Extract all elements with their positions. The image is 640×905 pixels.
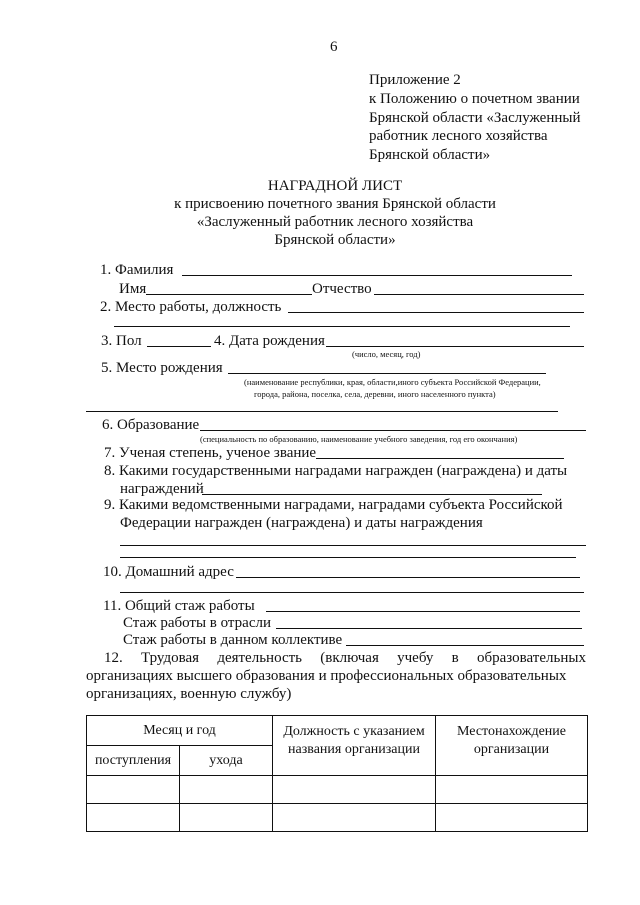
title-sub-3: Брянской области»	[274, 232, 396, 248]
birthplace-hint-1: (наименование республики, края, области,иного субъекта Российской Федерации,	[244, 377, 541, 387]
labor-paragraph-line-2: организациях высшего образования и профессиональных образовательных	[86, 668, 567, 684]
header-position-line-2: названия организации	[288, 742, 420, 757]
collective-exp-label: Стаж работы в данном коллективе	[123, 632, 343, 648]
birthdate-label: 4. Дата рождения	[214, 333, 325, 349]
address-field[interactable]	[236, 577, 580, 578]
birthplace-field[interactable]	[228, 373, 546, 374]
state-awards-label: 8. Какими государственными наградами награжден (награждена) и даты	[104, 463, 568, 479]
header-entry: поступления	[87, 746, 180, 776]
surname-label: 1. Фамилия	[100, 262, 174, 278]
page-number: 6	[330, 39, 338, 55]
industry-exp-field[interactable]	[276, 628, 582, 629]
labor-word: учебу	[397, 650, 434, 666]
labor-paragraph-line-3: организациях, военную службу)	[86, 686, 292, 702]
dept-awards-label: 9. Какими ведомственными наградами, наградами субъекта Российской	[104, 497, 563, 513]
state-awards-label-2: награждений	[120, 481, 204, 497]
table-header-row	[87, 716, 588, 746]
birthplace-field-extra[interactable]	[86, 411, 558, 412]
degree-field[interactable]	[316, 458, 564, 459]
industry-exp-label: Стаж работы в отрасли	[123, 615, 271, 631]
dept-awards-field-2[interactable]	[120, 557, 576, 558]
header-month-year: Месяц и год	[87, 716, 273, 746]
name-field[interactable]	[146, 294, 312, 295]
birthdate-hint: (число, месяц, год)	[352, 349, 421, 359]
total-exp-field[interactable]	[266, 611, 580, 612]
labor-word: образовательных	[477, 650, 586, 666]
patronymic-label: Отчество	[312, 281, 372, 297]
birthdate-field[interactable]	[326, 346, 584, 347]
header-location	[436, 716, 588, 776]
education-field[interactable]	[200, 430, 586, 431]
appendix-line-3: Брянской области «Заслуженный	[369, 110, 581, 126]
table-cell[interactable]	[273, 804, 436, 832]
address-label: 10. Домашний адрес	[103, 564, 234, 580]
header-exit: ухода	[180, 746, 273, 776]
labor-word: Трудовая	[141, 650, 200, 666]
table-cell[interactable]	[87, 776, 180, 804]
appendix-line-2: к Положению о почетном звании	[369, 91, 580, 107]
address-field-extra[interactable]	[120, 592, 584, 593]
header-position	[273, 716, 436, 776]
sex-label: 3. Пол	[101, 333, 142, 349]
workplace-field-extra[interactable]	[114, 326, 570, 327]
labor-number: 12.	[104, 650, 123, 666]
work-history-table	[86, 715, 588, 832]
table-cell[interactable]	[436, 776, 588, 804]
workplace-label: 2. Место работы, должность	[100, 299, 282, 315]
total-exp-label: 11. Общий стаж работы	[103, 598, 255, 614]
title-main: НАГРАДНОЙ ЛИСТ	[267, 178, 403, 194]
education-hint: (специальность по образованию, наименование учебного заведения, год его окончания)	[200, 434, 518, 444]
table-cell[interactable]	[180, 776, 273, 804]
table-row	[87, 776, 588, 804]
header-location-line-1: Местонахождение	[457, 724, 567, 739]
table-cell[interactable]	[273, 776, 436, 804]
state-awards-field[interactable]	[202, 494, 542, 495]
appendix-line-1: Приложение 2	[369, 72, 461, 88]
sex-field[interactable]	[147, 346, 211, 347]
header-location-line-2: организации	[473, 742, 550, 757]
dept-awards-field-1[interactable]	[120, 545, 586, 546]
degree-label: 7. Ученая степень, ученое звание	[104, 445, 317, 461]
table-cell[interactable]	[436, 804, 588, 832]
surname-field[interactable]	[182, 275, 572, 276]
table-cell[interactable]	[180, 804, 273, 832]
title-sub-1: к присвоению почетного звания Брянской области	[174, 196, 496, 212]
birthplace-label: 5. Место рождения	[101, 360, 223, 376]
appendix-line-4: работник лесного хозяйства	[369, 128, 548, 144]
table-row	[87, 804, 588, 832]
education-label: 6. Образование	[102, 417, 200, 433]
name-label: Имя	[119, 281, 147, 297]
dept-awards-label-2: Федерации награжден (награждена) и даты награждения	[120, 515, 483, 531]
labor-word: в	[451, 650, 459, 666]
patronymic-field[interactable]	[374, 294, 584, 295]
workplace-field[interactable]	[288, 312, 584, 313]
labor-paragraph-line-1	[104, 649, 586, 667]
table-cell[interactable]	[87, 804, 180, 832]
birthplace-hint-2: города, района, поселка, села, деревни, иного населенного пункта)	[254, 389, 496, 399]
title-sub-2: «Заслуженный работник лесного хозяйства	[196, 214, 474, 230]
labor-word: деятельность	[217, 650, 302, 666]
appendix-line-5: Брянской области»	[369, 147, 491, 163]
collective-exp-field[interactable]	[346, 645, 584, 646]
labor-word: (включая	[320, 650, 379, 666]
header-position-line-1: Должность с указанием	[283, 724, 425, 739]
